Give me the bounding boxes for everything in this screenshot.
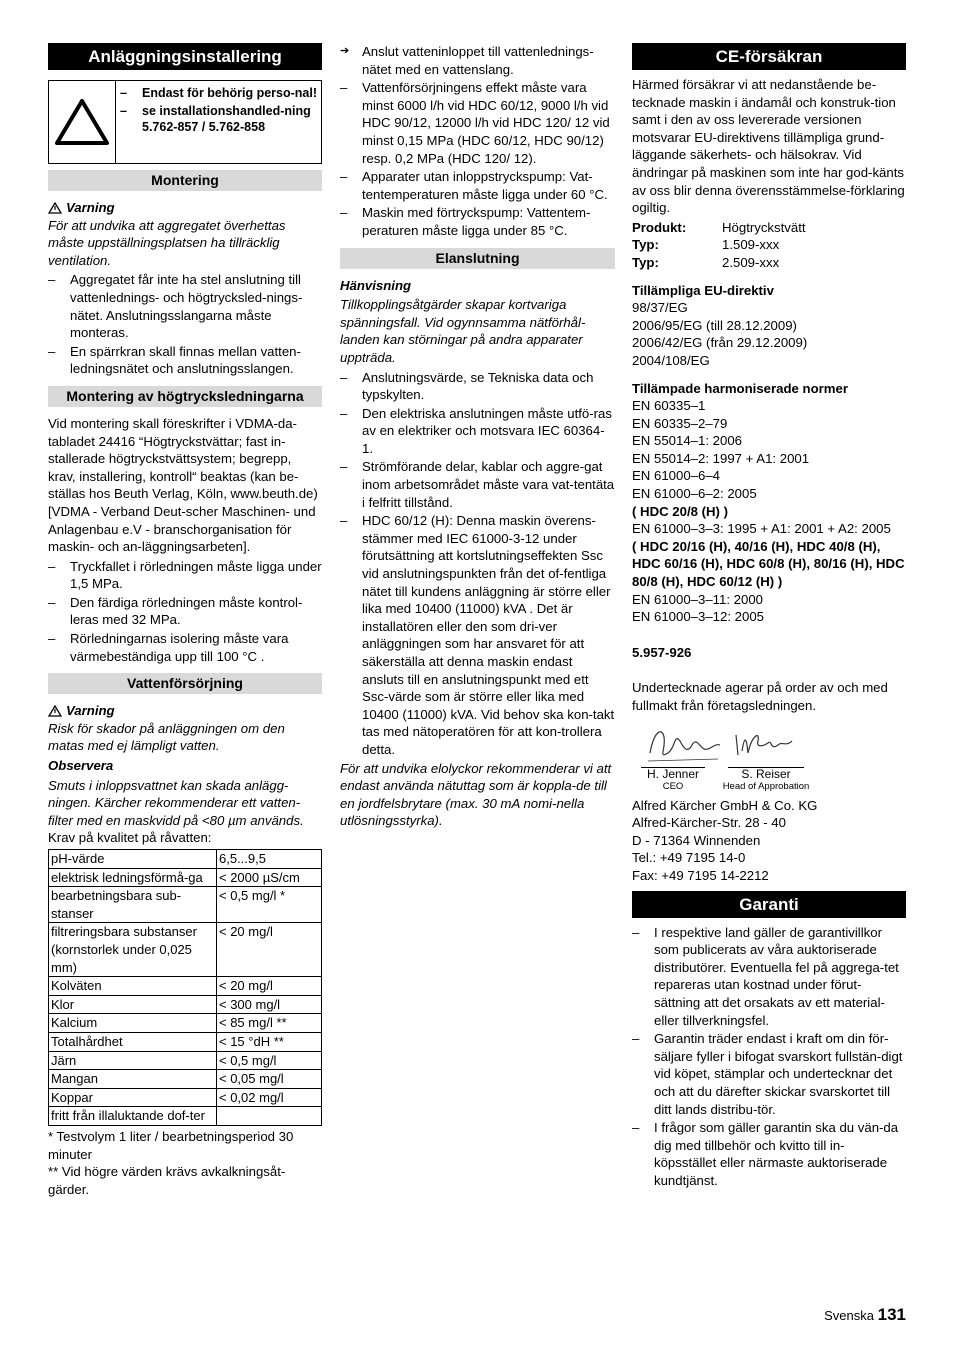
norm-item: EN 61000–3–11: 2000 (632, 591, 764, 607)
table-row (49, 1014, 322, 1033)
product-table (632, 219, 806, 272)
address-line: Tel.: +49 7195 14-0 (632, 850, 746, 866)
parameter-cell: Järn (49, 1051, 217, 1070)
table-row (49, 1088, 322, 1107)
paragraph-vdma: Vid montering skall föreskrifter i VDMA-da-tabladet 24416 “Högtryckstvättar; fast in-stallerade högtryckstvättsystem; begrepp, krav, installering, kontroll“ beaktas (kan be-ställas hos Beuth Verlag, Köln, www.beuth.de) [VDMA - Verband Deut-scher Maschinen- und Anlagenbau e.V - branschorganisation för maskin- och an-läggningsarbeten]. (48, 415, 318, 555)
address-line: D - 71364 Winnenden (632, 832, 761, 848)
heading-vattenforsorjning: Vattenförsörjning (48, 673, 322, 694)
norm-item: EN 61000–3–3: 1995 + A1: 2001 + A2: 2005 (632, 521, 891, 537)
product-value: Högtryckstvätt (722, 219, 806, 235)
note-label: Observera (48, 758, 114, 774)
page-number: 131 (877, 1305, 906, 1324)
limit-cell: < 20 mg/l (217, 977, 322, 996)
signer-1-name: H. Jenner (641, 767, 705, 781)
water-quality-intro: Krav på kvalitet på råvatten: (48, 830, 212, 846)
limit-cell: < 15 °dH ** (217, 1032, 322, 1051)
address-line: Alfred Kärcher GmbH & Co. KG (632, 797, 818, 813)
heading-elanslutning: Elanslutning (340, 248, 615, 269)
warning-triangle-small-icon (48, 202, 62, 214)
list-item: – Strömförande delar, kablar och aggre-gat inom arbetsområdet måste vara vat-tentäta i felfritt tillstånd. (340, 458, 615, 511)
list-item: – En spärrkran skall finnas mellan vatten-ledningsnätet och anslutningsslangen. (48, 343, 322, 378)
list-item: – Garantin träder endast i kraft om din för-säljare fyller i bifogat svarskort fullstän-digt vid köpet, stämplar och undertecknar det och att du därefter skickar svarskortet till ditt lands distribu-tör. (632, 1030, 906, 1118)
directive-item: 2006/95/EG (till 28.12.2009) (632, 317, 797, 333)
signer-2-role: Head of Approbation (722, 780, 810, 792)
address-line: Fax: +49 7195 14-2212 (632, 867, 769, 883)
directive-item: 98/37/EG (632, 300, 688, 316)
hdc-20-8-label: ( HDC 20/8 (H) ) (632, 503, 728, 519)
signatures (632, 723, 906, 793)
note-text: Tillkopplingsåtgärder skapar kortvariga spänningsfall. Vid ogynnsamma nätförhål-landen kan störningar på andra apparater uppträda. (340, 297, 586, 365)
norm-item: EN 61000–6–2: 2005 (632, 486, 757, 502)
warnbox-item: – Endast för behörig perso-nal! (120, 85, 317, 102)
signer-1-role: CEO (662, 780, 684, 792)
parameter-cell: Totalhårdhet (49, 1032, 217, 1051)
column-right (632, 43, 906, 1190)
column-left (48, 43, 322, 1200)
limit-cell: < 0,05 mg/l (217, 1070, 322, 1089)
product-value: 1.509-xxx (722, 237, 780, 253)
product-row (632, 236, 806, 254)
norm-item: EN 55014–1: 2006 (632, 433, 742, 449)
footer-language: Svenska (824, 1308, 874, 1323)
warning-text: Risk för skador på anläggningen om den matas med ej lämpligt vatten. (48, 720, 285, 754)
table-row (49, 868, 322, 887)
parameter-cell: pH-värde (49, 850, 217, 869)
list-item: – I respektive land gäller de garantivillkor som publicerats av våra auktoriserade distributörer. Eventuella fel på aggrega-tet repareras utan kostnad under förut-sättning att det orsakats av ett material-eller tillverkningsfel. (632, 924, 906, 1030)
warning-label: Varning (48, 199, 322, 217)
footnote-2: ** Vid högre värden krävs avkalkningsåt-gärder. (48, 1164, 286, 1197)
norm-item: EN 61000–6–4 (632, 468, 720, 484)
ce-declaration-text: Härmed försäkrar vi att nedanstående be-tecknade maskin i ändamål och konstruk-tion samt i den av oss levererade versionen motsvarar EU-direktivens tillämpliga grund-läggande säkerhets- och hälsokrav. Vid ändringar på maskinen som inte har god-känts av oss blir denna överensstämmelse-förklaring ogiltig. (632, 77, 905, 216)
parameter-cell: Mangan (49, 1070, 217, 1089)
heading-hogtrycksledningar: Montering av högtrycksledningarna (48, 386, 322, 407)
warning-label: Varning (48, 702, 322, 720)
list-item: – I frågor som gäller garantin ska du vän-da dig med tillbehör och kvitto till in-köpsstället eller närmaste auktoriserade kundtjänst. (632, 1119, 906, 1189)
parameter-cell: bearbetningsbara sub-stanser (49, 887, 217, 923)
warning-triangle-small-icon (48, 705, 62, 717)
norm-item: EN 55014–2: 1997 + A1: 2001 (632, 450, 810, 466)
page-footer (824, 1306, 906, 1325)
table-row (49, 923, 322, 977)
product-value: 2.509-xxx (722, 254, 780, 270)
directive-item: 2006/42/EG (från 29.12.2009) (632, 335, 808, 351)
authorization-warning-box (48, 80, 322, 164)
directives-heading: Tillämpliga EU-direktiv (632, 282, 774, 298)
signature-jenner (644, 723, 724, 767)
product-key: Typ: (632, 254, 659, 270)
list-item: – Den färdiga rörledningen måste kontrol-leras med 32 MPa. (48, 594, 322, 629)
product-key: Produkt: (632, 219, 687, 235)
company-address (632, 797, 906, 885)
norm-item: EN 60335–1 (632, 398, 706, 414)
footnote-1: * Testvolym 1 liter / bearbetningsperiod 30 minuter (48, 1128, 294, 1162)
note-label: Hänvisning (340, 277, 412, 293)
document-code: 5.957-926 (632, 644, 692, 660)
signers-statement: Undertecknade agerar på order av och med fullmakt från företagsledningen. (632, 680, 888, 713)
product-row (632, 254, 806, 272)
column-middle (340, 43, 615, 832)
list-item: – Tryckfallet i rörledningen måste ligga under 1,5 MPa. (48, 558, 322, 593)
warnbox-item: – se installationshandled-ning 5.762-857 / 5.762-858 (120, 103, 317, 136)
table-row (49, 1051, 322, 1070)
limit-cell: < 20 mg/l (217, 923, 322, 977)
parameter-cell: elektrisk ledningsförmå-ga (49, 868, 217, 887)
limit-cell: < 0,5 mg/l (217, 1051, 322, 1070)
directives-list (632, 299, 906, 369)
limit-cell (217, 1107, 322, 1126)
section-title-garanti: Garanti (632, 891, 906, 918)
norm-item: EN 60335–2–79 (632, 415, 728, 431)
product-row (632, 219, 806, 237)
list-item: – Aggregatet får inte ha stel anslutning till vattenlednings- och högtrycksled-nings-nätet. Anslutningsslangarna måste monteras. (48, 271, 322, 341)
limit-cell: < 2000 µS/cm (217, 868, 322, 887)
limit-cell: < 300 mg/l (217, 995, 322, 1014)
section-title-installation: Anläggningsinstallering (48, 43, 322, 70)
parameter-cell: Klor (49, 995, 217, 1014)
section-title-ce: CE-försäkran (632, 43, 906, 70)
list-item: – Apparater utan inloppstryckspump: Vat-tentemperaturen måste ligga under 60 °C. (340, 168, 615, 203)
limit-cell: < 0,5 mg/l * (217, 887, 322, 923)
note-text: Smuts i inloppsvattnet kan skada anlägg-ningen. Kärcher rekommenderar ett vatten-filter med en maskvidd på <80 µm används. (48, 777, 304, 828)
product-key: Typ: (632, 237, 659, 253)
list-item: – Vattenförsörjningens effekt måste vara minst 6000 l/h vid HDC 60/12, 9000 l/h vid HDC 90/12, 12000 l/h vid HDC 120/ 12 vid minst 0,15 MPa (HDC 60/12, HDC 90/12) resp. 0,2 MPa (HDC 120/ 12). (340, 79, 615, 167)
signer-2-name: S. Reiser (728, 767, 804, 781)
table-row (49, 887, 322, 923)
limit-cell: < 0,02 mg/l (217, 1088, 322, 1107)
address-line: Alfred-Kärcher-Str. 28 - 40 (632, 815, 786, 831)
norm-item: EN 61000–3–12: 2005 (632, 609, 764, 625)
warning-triangle-icon (49, 81, 116, 163)
list-item: – Den elektriska anslutningen måste utfö-ras av en elektriker och motsvara IEC 60364-1. (340, 405, 615, 458)
norms-list (632, 397, 906, 503)
list-item: – Rörledningarnas isolering måste vara värmebeständiga upp till 100 °C . (48, 630, 322, 665)
table-row (49, 1032, 322, 1051)
list-item: – HDC 60/12 (H): Denna maskin överens-stämmer med IEC 61000-3-12 under förutsättning att kortslutningseffekten Ssc vid anslutningspunkten från det of-fentliga nätet till kundens anläggning är större eller lika med 10400 (11000) kVA . Det är installatören eller den som dri-ver anläggningen som har ansvaret för att säkerställa att denna maskin endast ansluts till en anslutningspunkt med ett Ssc-värde som är större eller lika med 10400 (11000) kVA. Vid behov ska kon-takt tas med nätoperatören för att kon-trollera detta. (340, 512, 615, 758)
table-row (49, 995, 322, 1014)
parameter-cell: filtreringsbara substanser (kornstorlek under 0,025 mm) (49, 923, 217, 977)
parameter-cell: Koppar (49, 1088, 217, 1107)
limit-cell: 6,5...9,5 (217, 850, 322, 869)
table-row (49, 1070, 322, 1089)
norms-list-2 (632, 591, 906, 626)
parameter-cell: fritt från illaluktande dof-ter (49, 1107, 217, 1126)
signature-reiser (732, 725, 802, 765)
parameter-cell: Kolväten (49, 977, 217, 996)
directive-item: 2004/108/EG (632, 352, 710, 368)
table-row (49, 1107, 322, 1126)
hdc-models-label: ( HDC 20/16 (H), 40/16 (H), HDC 40/8 (H), HDC 60/16 (H), HDC 60/8 (H), 80/16 (H), HDC 80/8 (H), HDC 60/12 (H) ) (632, 538, 905, 590)
norms-heading: Tillämpade harmoniserade normer (632, 380, 848, 396)
arrow-item: ➔ Anslut vatteninloppet till vattenlednings-nätet med en vattenslang. (340, 43, 615, 78)
warning-text: För att undvika att aggregatet överhettas måste uppställningsplatsen ha tillräcklig ventilation. (48, 217, 286, 268)
table-row (49, 977, 322, 996)
limit-cell: < 85 mg/l ** (217, 1014, 322, 1033)
safety-recommendation: För att undvika elolyckor rekommenderar vi att endast använda nätuttag som är koppla-de till en jordfelsbrytare (max. 30 mA nomi-nella utlösningsstyrka). (340, 760, 612, 829)
water-quality-table (48, 849, 322, 1126)
parameter-cell: Kalcium (49, 1014, 217, 1033)
list-item: – Maskin med förtryckspump: Vattentem-peraturen måste ligga under 85 °C. (340, 204, 615, 239)
table-row (49, 850, 322, 869)
heading-montering: Montering (48, 170, 322, 191)
list-item: – Anslutningsvärde, se Tekniska data och typskylten. (340, 369, 615, 404)
